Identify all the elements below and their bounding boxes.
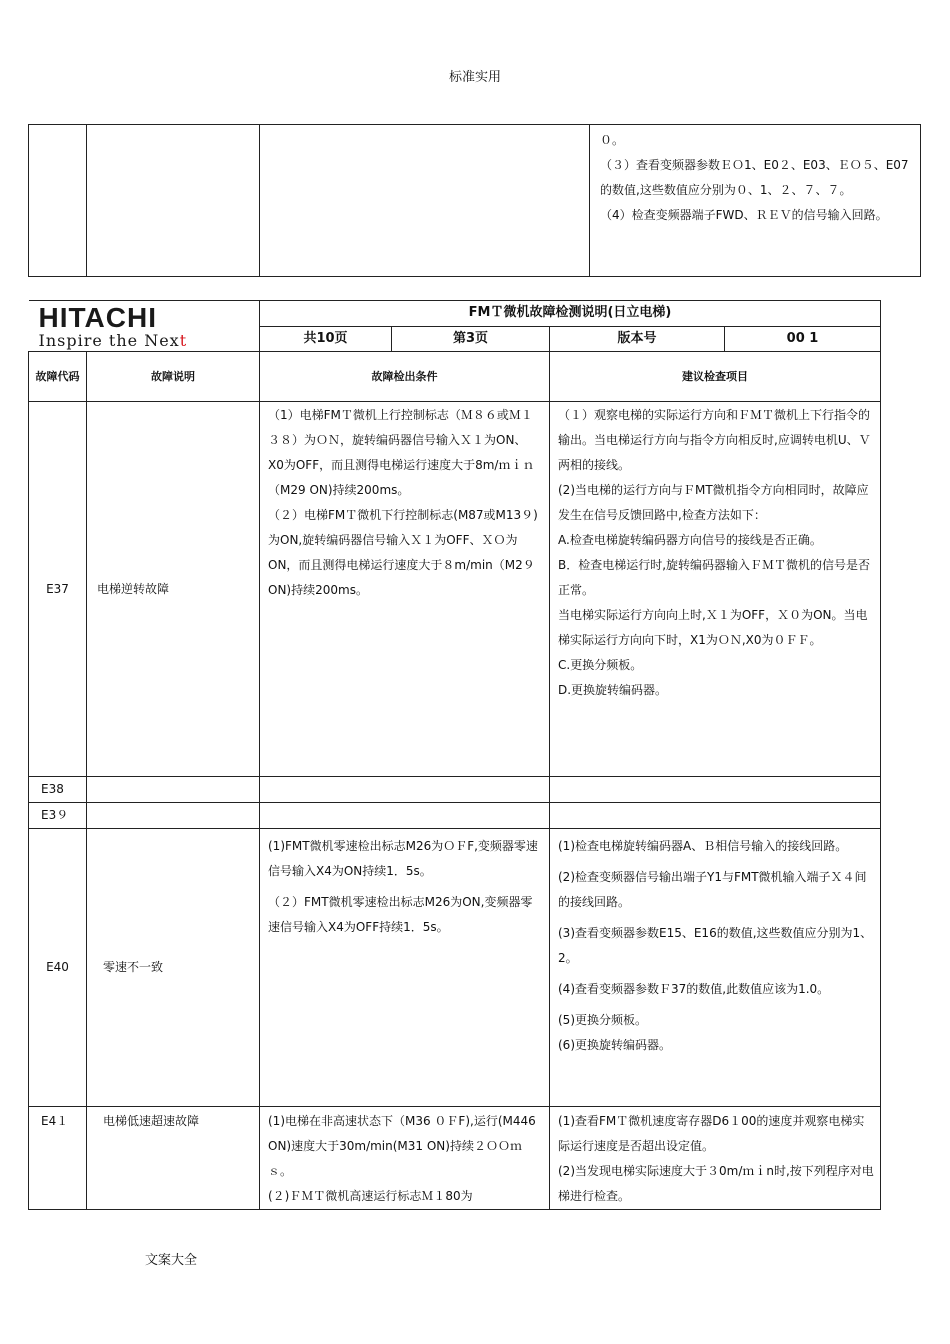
condition-item: (1)电梯在非高速状态下（M36 ０ＦF),运行(M446 ON)速度大于30m/min(M31 ON)持续２ＯＯｍｓ。: [268, 1114, 536, 1178]
logo-cell: [29, 301, 260, 352]
advice-line: ０。: [600, 133, 625, 147]
fault-desc: 电梯低速超速故障: [87, 1107, 260, 1210]
fault-conditions: [260, 829, 550, 1107]
logo-tagline: [39, 332, 188, 350]
advice-item: A.检查电梯旋转编码器方向信号的接线是否正确。: [558, 533, 822, 547]
table-row: [29, 777, 881, 803]
advice-line: （4）检查变频器端子FWD、ＲＥＶ的信号输入回路。: [600, 208, 888, 222]
fault-conditions: [260, 402, 550, 777]
continued-table: [28, 124, 921, 277]
fault-advice: [550, 1107, 881, 1210]
advice-line: （３）查看变频器参数ＥＯ1、E0２、E03、ＥＯ５、E07的数值,这些数值应分别为０、1、２、７、７。: [600, 158, 909, 197]
advice-item: C.更换分频板。: [558, 658, 643, 672]
empty-code-cell: [29, 125, 87, 277]
fault-conditions: [260, 777, 550, 803]
version-value: 00 1: [725, 327, 881, 352]
tagline-main: Inspire the Nex: [38, 331, 180, 350]
advice-item: (2)当发现电梯实际速度大于３0m/ｍｉn时,按下列程序对电梯进行检查。: [558, 1164, 874, 1203]
advice-item: (1)检查电梯旋转编码器A、Ｂ相信号输入的接线回路。: [558, 839, 848, 853]
advice-item: (6)更换旋转编码器。: [558, 1038, 671, 1052]
fault-code: E37: [29, 402, 87, 777]
fault-advice: [550, 777, 881, 803]
empty-desc-cell: [87, 125, 260, 277]
fault-code: E4１: [29, 1107, 87, 1210]
fault-table: [28, 300, 881, 1210]
fault-code: E40: [29, 829, 87, 1107]
fault-desc: 零速不一致: [87, 829, 260, 1107]
advice-item: B．检查电梯运行时,旋转编码器输入ＦＭＴ微机的信号是否正常。: [558, 558, 871, 597]
logo-brand: HITACHI: [38, 302, 157, 333]
advice-item: (3)查看变频器参数E15、E16的数值,这些数值应分别为1、2。: [558, 926, 873, 965]
advice-item: （１）观察电梯的实际运行方向和ＦＭＴ微机上下行指令的输出。当电梯运行方向与指令方向相反时,应调转电机U、Ｖ两相的接线。: [558, 408, 871, 472]
fault-advice: [550, 402, 881, 777]
table-row: [29, 829, 881, 1107]
condition-item: （1）电梯FMＴ微机上行控制标志（Ｍ８６或Ｍ１３８）为ＯＮ，旋转编码器信号输入Ｘ１为ON、X0为OFF，而且测得电梯运行速度大于8m/ｍｉｎ（M29 ON)持续200ms。: [268, 408, 535, 497]
condition-item: (1)FMT微机零速检出标志M26为ＯＦF,变频器零速信号输入X4为ON持续1．5s。: [268, 839, 538, 878]
advice-item: (1)查看FMＴ微机速度寄存器D6１00的速度并观察电梯实际运行速度是否超出设定值。: [558, 1114, 865, 1153]
page-footer: 文案大全: [145, 1253, 198, 1268]
col-header-cond: 故障检出条件: [260, 352, 550, 402]
table-row: [29, 803, 881, 829]
condition-item: (２)ＦＭＴ微机高速运行标志Ｍ１80为: [268, 1189, 473, 1203]
fault-conditions: [260, 803, 550, 829]
hitachi-logo: [39, 304, 188, 350]
condition-item: （２）电梯FMＴ微机下行控制标志(M87或M13９)为ON,旋转编码器信号输入Ｘ１为OFF、ＸＯ为ON，而且测得电梯运行速度大于８m/min（M2９ ON)持续200ms。: [268, 508, 538, 597]
fault-code: E38: [29, 777, 87, 803]
col-header-advice: 建议检查项目: [550, 352, 881, 402]
version-label: 版本号: [550, 327, 725, 352]
fault-desc: [87, 777, 260, 803]
fault-advice: [550, 829, 881, 1107]
advice-item: (2)检查变频器信号输出端子Y1与FMT微机输入端子Ｘ４间的接线回路。: [558, 870, 867, 909]
advice-item: (4)查看变频器参数Ｆ37的数值,此数值应该为1.0。: [558, 982, 830, 996]
tagline-accent: t: [179, 331, 188, 350]
col-header-code: 故障代码: [29, 352, 87, 402]
table-row: [29, 1107, 881, 1210]
advice-item: (5)更换分频板。: [558, 1013, 647, 1027]
page-number: 第3页: [392, 327, 550, 352]
col-header-desc: 故障说明: [87, 352, 260, 402]
advice-item: D.更换旋转编码器。: [558, 683, 668, 697]
fault-desc: [87, 803, 260, 829]
fault-code: E3９: [29, 803, 87, 829]
fault-advice: [550, 803, 881, 829]
fault-desc: 电梯逆转故障: [87, 402, 260, 777]
page-header: 标准实用: [448, 70, 501, 85]
document-title: FMＴ微机故障检测说明(日立电梯): [260, 301, 881, 327]
advice-item: (2)当电梯的运行方向与ＦMT微机指令方向相同时，故障应发生在信号反馈回路中,检查方法如下：: [558, 483, 869, 522]
table-row: [29, 402, 881, 777]
advice-cell: [590, 125, 921, 277]
advice-item: 当电梯实际运行方向向上时,Ｘ１为OFF，Ｘ０为ON。当电梯实际运行方向向下时，X1为ＯＮ,X0为０ＦＦ。: [558, 608, 868, 647]
condition-item: （２）FMT微机零速检出标志M26为ON,变频器零速信号输入X4为OFF持续1．5s。: [268, 895, 533, 934]
empty-cond-cell: [260, 125, 590, 277]
fault-conditions: [260, 1107, 550, 1210]
total-pages: 共10页: [260, 327, 392, 352]
